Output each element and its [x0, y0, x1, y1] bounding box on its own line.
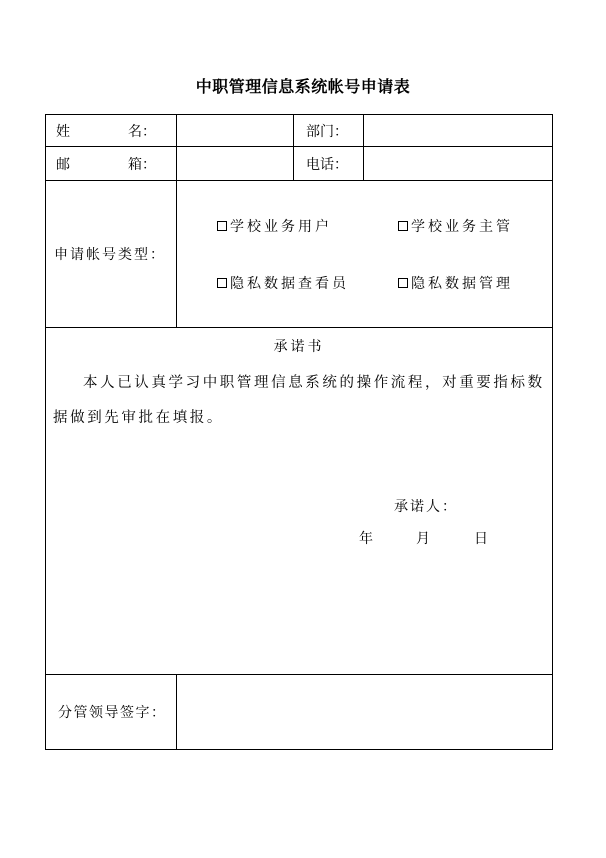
- department-label: 部门：: [294, 115, 364, 147]
- mailbox-label-cell: [46, 147, 177, 181]
- name-department-row: [46, 115, 553, 147]
- option-label: 隐私数据管理: [411, 276, 513, 292]
- application-form-table: [45, 114, 553, 750]
- mailbox-label-char1: 邮: [56, 156, 70, 173]
- option-school-business-user[interactable]: [217, 216, 332, 236]
- option-label: 隐私数据查看员: [230, 276, 349, 292]
- date-month-label: 月: [416, 531, 430, 547]
- name-label-char1: 姓: [56, 123, 70, 140]
- pledge-title: 承诺书: [273, 339, 325, 355]
- pledge-body: 本人已认真学习中职管理信息系统的操作流程，对重要指标数据做到先审批在填报。: [53, 375, 545, 426]
- option-school-business-supervisor[interactable]: [398, 216, 513, 236]
- leader-signature-input-cell[interactable]: [177, 675, 553, 750]
- phone-label: 电话：: [294, 147, 364, 181]
- checkbox-icon[interactable]: [398, 278, 408, 288]
- checkbox-icon[interactable]: [217, 221, 227, 231]
- mailbox-input-cell[interactable]: [177, 147, 294, 181]
- date-year-label: 年: [359, 531, 373, 547]
- leader-signature-row: [46, 675, 553, 750]
- option-label: 学校业务主管: [411, 219, 513, 235]
- form-title: 中职管理信息系统帐号申请表: [195, 77, 411, 96]
- option-privacy-data-viewer[interactable]: [217, 273, 349, 293]
- name-label-cell: [46, 115, 177, 147]
- checkbox-icon[interactable]: [217, 278, 227, 288]
- pledge-signer-label: 承诺人：: [394, 499, 458, 515]
- department-input-cell[interactable]: [364, 115, 553, 147]
- pledge-cell: [46, 328, 553, 675]
- phone-input-cell[interactable]: [364, 147, 553, 181]
- mailbox-phone-row: [46, 147, 553, 181]
- mailbox-label-char2: 箱：: [128, 156, 156, 173]
- pledge-row: [46, 328, 553, 675]
- account-type-label: 申请帐号类型：: [46, 181, 177, 328]
- account-type-row: [46, 181, 553, 328]
- account-type-options-cell: [177, 181, 553, 328]
- name-input-cell[interactable]: [177, 115, 294, 147]
- checkbox-icon[interactable]: [398, 221, 408, 231]
- name-label-char2: 名：: [128, 123, 156, 140]
- option-privacy-data-manager[interactable]: [398, 273, 513, 293]
- leader-signature-label: 分管领导签字：: [46, 675, 177, 750]
- date-day-label: 日: [474, 531, 488, 547]
- option-label: 学校业务用户: [230, 219, 332, 235]
